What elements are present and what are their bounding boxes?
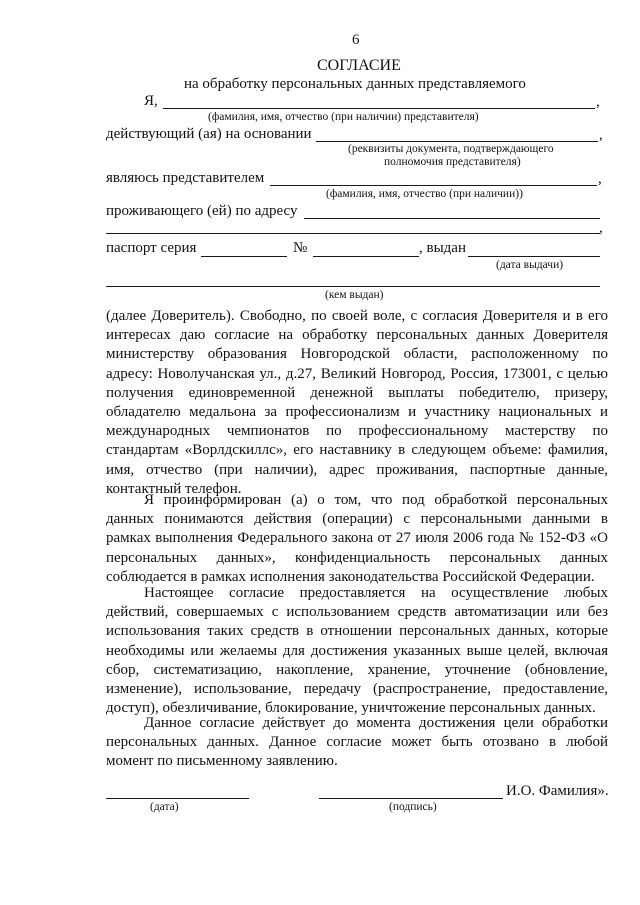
comma: ,: [599, 127, 603, 143]
issue-date-field[interactable]: [468, 256, 600, 257]
passport-number-field[interactable]: [313, 256, 419, 257]
document-subtitle: на обработку персональных данных представляемого: [184, 76, 526, 92]
comma: ,: [599, 220, 603, 236]
issued-by-hint: (кем выдан): [325, 289, 384, 301]
signer-name: И.О. Фамилия».: [506, 783, 609, 799]
representative-name-hint: (фамилия, имя, отчество (при наличии) представителя): [208, 111, 479, 123]
principal-name-field[interactable]: [270, 185, 597, 186]
page-number: 6: [352, 32, 360, 48]
issued-label: , выдан: [419, 240, 466, 256]
paragraph-informed: Я проинформирован (а) о том, что под обработкой персональных данных понимаются действия (операции) с персональными данными в рамках выполнения Федерального закона от 27 июля 2006 года № 152-ФЗ «О персональных данных», конфиденциальность персональных данных соблюдается в рамках исполнения законодательства Российской Федерации.: [106, 492, 608, 585]
date-hint: (дата): [150, 801, 179, 813]
basis-hint-2: полномочия представителя): [384, 156, 521, 168]
paragraph-validity: Данное согласие действует до момента достижения цели обработки персональных данных. Данное согласие может быть отозвано в любой момент по письменному заявлению.: [106, 715, 608, 770]
representative-name-field[interactable]: [163, 108, 595, 109]
address-field-2[interactable]: [106, 233, 600, 234]
rep-label: являюсь представителем: [106, 170, 265, 186]
issued-by-field[interactable]: [106, 286, 600, 287]
date-field[interactable]: [106, 798, 249, 799]
passport-label: паспорт серия: [106, 240, 197, 256]
issue-date-hint: (дата выдачи): [496, 259, 564, 271]
passport-series-field[interactable]: [201, 256, 287, 257]
principal-name-hint: (фамилия, имя, отчество (при наличии)): [326, 188, 523, 200]
address-field-1[interactable]: [304, 218, 600, 219]
passport-number-label: №: [293, 240, 308, 256]
ya-label: Я,: [144, 93, 158, 109]
paragraph-consent: (далее Доверитель). Свободно, по своей воле, с согласия Доверителя и в его интересах даю согласие на обработку персональных данных Доверителя министерству образования Новгородской области, расположенному по адресу: Новолучанская ул., д.27, Великий Новгород, Россия, 173001, с целью получения единовременной денежной выплаты победителю, призеру, обладателю медальона за профессионализм и участнику национальных и международных чемпионатов по профессиональному мастерству по стандартам «Ворлдскиллс», его наставнику в следующем объеме: фамилия, имя, отчество (при наличии), адрес проживания, паспортные данные, контактный телефон.: [106, 308, 608, 497]
comma: ,: [596, 94, 600, 110]
comma: ,: [598, 171, 602, 187]
paragraph-scope: Настоящее согласие предоставляется на осуществление любых действий, совершаемых с использованием средств автоматизации или без использования таких средств в отношении персональных данных, которые необходимы или желаемы для достижения указанных выше целей, включая сбор, систематизацию, накопление, хранение, уточнение (обновление, изменение), использование, передачу (распространение, предоставление, доступ), обезличивание, блокирование, уничтожение персональных данных.: [106, 585, 608, 717]
basis-document-field[interactable]: [316, 141, 598, 142]
document-title: СОГЛАСИЕ: [317, 57, 401, 74]
signature-field[interactable]: [319, 798, 503, 799]
signature-hint: (подпись): [389, 801, 437, 813]
address-label: проживающего (ей) по адресу: [106, 203, 298, 219]
basis-label: действующий (ая) на основании: [106, 126, 312, 142]
basis-hint-1: (реквизиты документа, подтверждающего: [348, 143, 554, 155]
